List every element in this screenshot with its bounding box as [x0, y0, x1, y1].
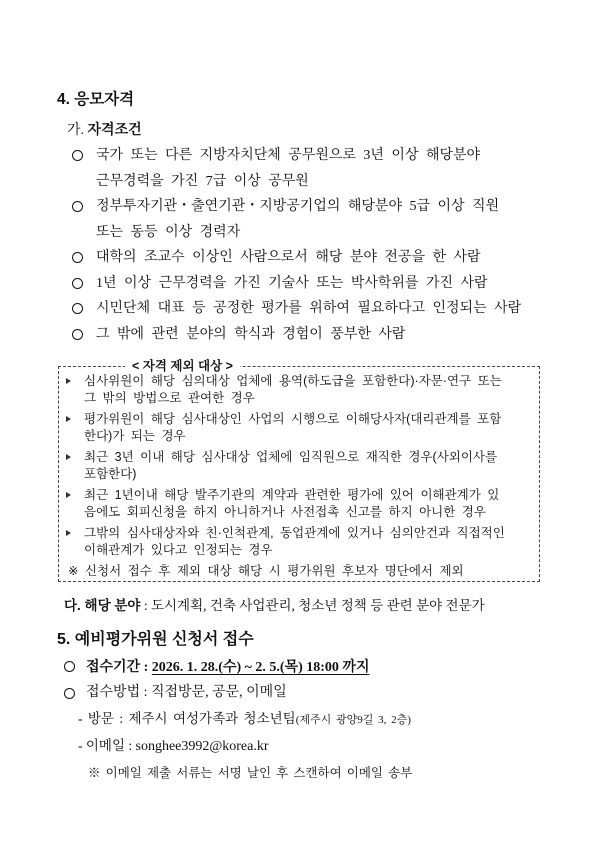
exclusion-item	[66, 411, 533, 445]
application-period-label: 접수기간	[86, 658, 141, 674]
triangle-bullet-icon	[66, 530, 71, 536]
exclusion-item	[66, 373, 533, 407]
email-prefix: - 이메일 :	[78, 738, 136, 753]
exclusion-line: 한다)가 되는 경우	[84, 429, 186, 443]
hollow-circle-bullet-icon	[64, 661, 75, 672]
hollow-circle-bullet-icon	[72, 252, 83, 263]
exclusion-line: 이해관계가 있다고 인정되는 경우	[84, 543, 273, 557]
exclusion-line: 최근 3년 이내 해당 심사대상 업체에 임직원으로 재직한 경우(사외이사를	[84, 450, 498, 464]
exclusion-line: 심사위원이 해당 심의대상 업체에 용역(하도급을 포함한다)·자문·연구 또는	[84, 374, 502, 388]
criteria-item	[72, 245, 552, 271]
email-submission-note: ※ 이메일 제출 서류는 서명 날인 후 스캔하여 이메일 송부	[88, 766, 413, 780]
visit-address: (제주시 광양9길 3, 2층)	[295, 714, 411, 726]
exclusion-line: 음에도 회피신청을 하지 아니하거나 사전접촉 신고를 하지 아니한 경우	[84, 505, 486, 519]
exclusion-line: 그밖의 심사대상자와 친·인척관계, 동업관계에 있거나 심의안건과 직접적인	[84, 526, 505, 540]
triangle-bullet-icon	[66, 416, 71, 422]
hollow-circle-bullet-icon	[72, 201, 83, 212]
exclusion-item	[66, 487, 533, 521]
criteria-line: 국가 또는 다른 지방자치단체 공무원으로 3년 이상 해당분야	[96, 148, 481, 163]
criteria-line: 그 밖에 관련 분야의 학식과 경험이 풍부한 사람	[96, 326, 406, 342]
exclusion-item	[66, 525, 533, 559]
application-method	[64, 683, 287, 703]
exclusion-item	[66, 449, 533, 483]
criteria-line: 대학의 조교수 이상인 사람으로서 해당 분야 전공을 한 사람	[96, 250, 481, 265]
subsection-a-marker: 가.	[67, 123, 85, 138]
subsection-a-label: 자격조건	[87, 121, 142, 137]
exclusion-line: 그 밖의 방법으로 관여한 경우	[84, 391, 255, 405]
exclusion-line: 최근 1년이내 해당 발주기관의 계약과 관련한 평가에 있어 이해관계가 있	[84, 488, 500, 502]
criteria-item	[72, 194, 552, 245]
email-info	[78, 737, 269, 756]
subsection-c-field	[64, 597, 485, 615]
subsection-c-label: 다. 해당 분야	[64, 598, 141, 613]
hollow-circle-bullet-icon	[64, 688, 75, 699]
exclusion-list	[66, 373, 533, 559]
exclusion-line: 포함한다)	[84, 467, 137, 481]
exclusion-box-title: < 자격 제외 대상 >	[125, 358, 240, 375]
triangle-bullet-icon	[66, 378, 71, 384]
application-period	[64, 656, 369, 678]
subsection-c-text: : 도시계획, 건축 사업관리, 청소년 정책 등 관련 분야 전문가	[140, 598, 485, 613]
exclusion-note: ※ 신청서 접수 후 제외 대상 해당 시 평가위원 후보자 명단에서 제외	[68, 564, 464, 578]
section-4-heading: 4. 응모자격	[57, 91, 135, 108]
hollow-circle-bullet-icon	[72, 329, 83, 340]
qualification-criteria-list	[72, 143, 552, 347]
exclusion-line: 평가위원이 해당 심사대상인 사업의 시행으로 이해당사자(대리관계를 포함	[84, 412, 502, 426]
criteria-line: 시민단체 대표 등 공정한 평가를 위하여 필요하다고 인정되는 사람	[96, 301, 522, 316]
section-5-heading: 5. 예비평가위원 신청서 접수	[57, 631, 254, 648]
criteria-line: 근무경력을 가진 7급 이상 공무원	[96, 173, 309, 189]
application-method-separator: :	[140, 685, 151, 700]
triangle-bullet-icon	[66, 492, 71, 498]
criteria-item	[72, 322, 552, 348]
subsection-a-heading	[67, 120, 142, 140]
visit-office: 제주시 여성가족과 청소년팀	[128, 711, 296, 726]
application-method-label: 접수방법	[86, 685, 141, 700]
criteria-item	[72, 143, 552, 194]
email-address: songhee3992@korea.kr	[135, 739, 269, 754]
hollow-circle-bullet-icon	[72, 278, 83, 289]
application-period-value: 2026. 1. 28.(수) ~ 2. 5.(목) 18:00 까지	[151, 660, 370, 675]
criteria-line: 1년 이상 근무경력을 가진 기술사 또는 박사학위를 가진 사람	[96, 275, 488, 291]
triangle-bullet-icon	[66, 454, 71, 460]
criteria-line: 정부투자기관・출연기관・지방공기업의 해당분야 5급 이상 직원	[96, 199, 500, 214]
criteria-item	[72, 296, 552, 322]
application-period-separator: :	[140, 660, 152, 675]
visit-info	[78, 710, 411, 729]
application-method-value: 직접방문, 공문, 이메일	[151, 685, 287, 700]
hollow-circle-bullet-icon	[72, 150, 83, 161]
criteria-item	[72, 271, 552, 297]
visit-prefix: - 방문 :	[78, 711, 129, 726]
exclusion-box	[58, 359, 540, 582]
hollow-circle-bullet-icon	[72, 303, 83, 314]
criteria-line: 또는 동등 이상 경력자	[96, 224, 241, 240]
